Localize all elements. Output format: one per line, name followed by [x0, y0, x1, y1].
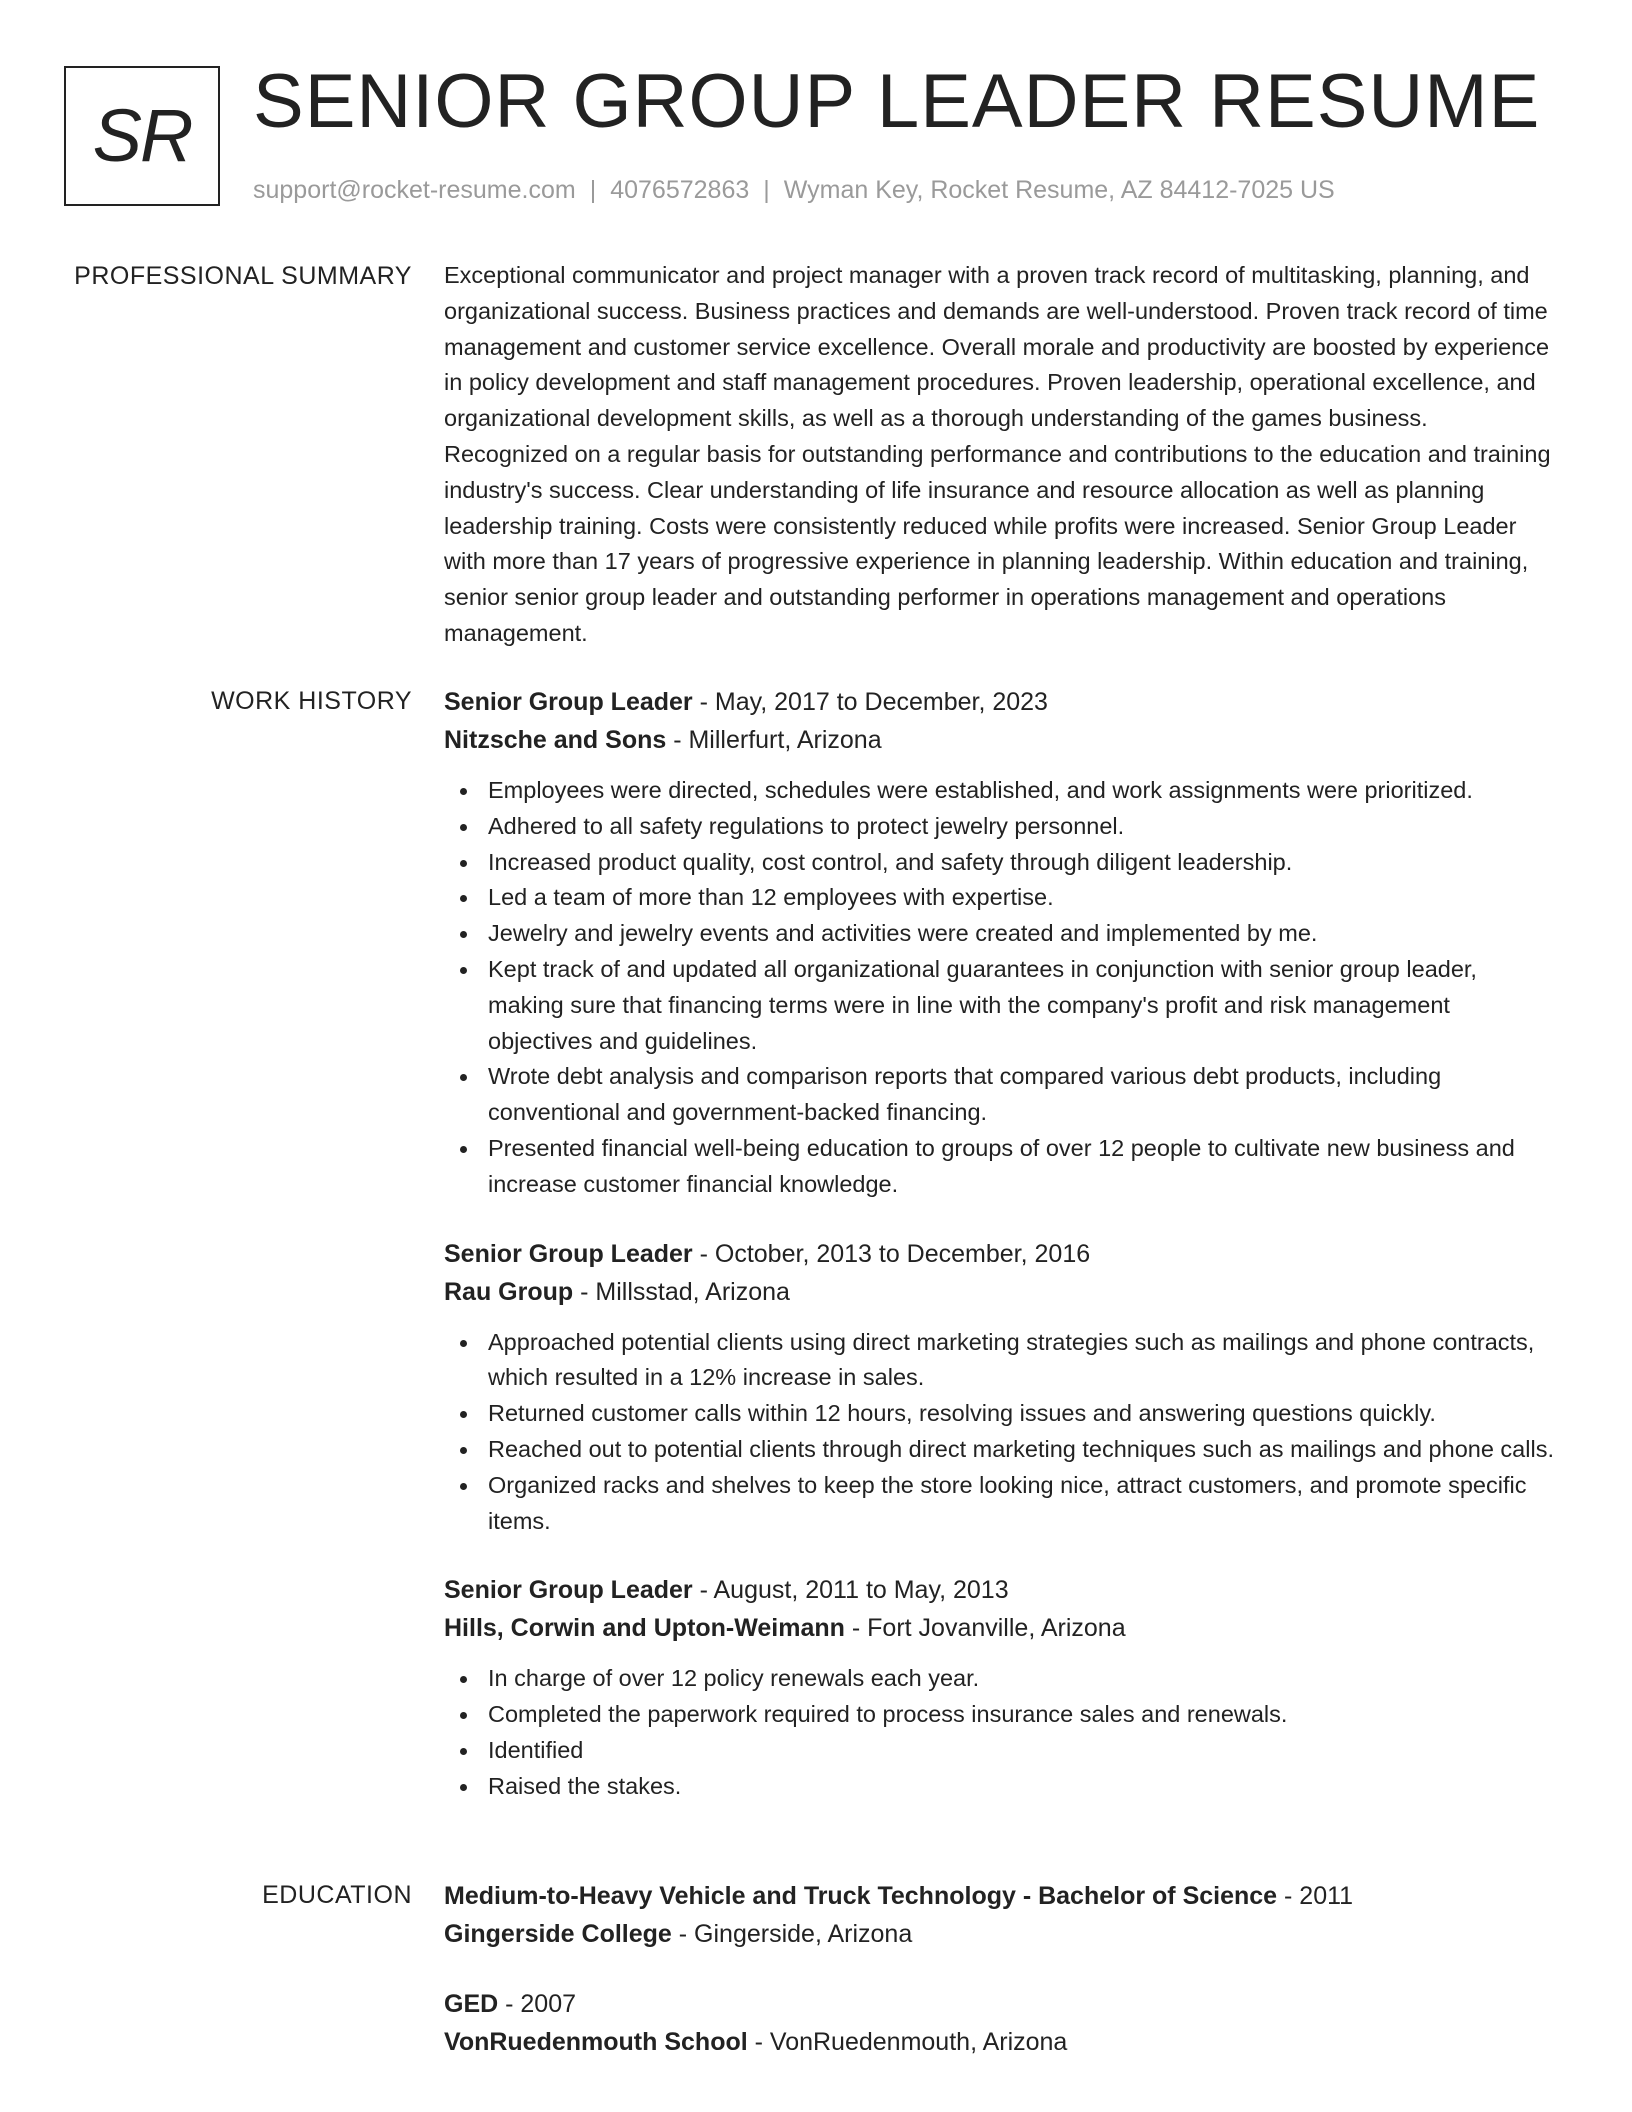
job-bullet: Wrote debt analysis and comparison reports that compared various debt products, including conventional and government-backed financing. [444, 1059, 1554, 1131]
job-dates: - August, 2011 to May, 2013 [692, 1576, 1009, 1605]
monogram-initials: SR [92, 93, 192, 177]
job-bullets [444, 773, 1554, 1203]
education-year: - 2011 [1277, 1882, 1354, 1910]
job-bullet: Employees were directed, schedules were established, and work assignments were prioritized. [444, 773, 1554, 809]
job-bullet: Jewelry and jewelry events and activities were created and implemented by me. [444, 916, 1554, 952]
section-label-education: EDUCATION [262, 1881, 412, 1909]
education-school-line [444, 2023, 1554, 2061]
job-location: - Millsstad, Arizona [573, 1277, 790, 1306]
contact-phone[interactable]: 4076572863 [610, 176, 750, 204]
job-company-line [444, 1273, 1554, 1311]
job-bullets [444, 1661, 1554, 1804]
job-company: Hills, Corwin and Upton-Weimann [444, 1614, 845, 1643]
job-bullet: Led a team of more than 12 employees with expertise. [444, 880, 1554, 916]
job-bullet: Raised the stakes. [444, 1769, 1554, 1805]
education-entry [444, 1985, 1554, 2061]
job-bullet: Adhered to all safety regulations to protect jewelry personnel. [444, 809, 1554, 845]
job-bullet: Reached out to potential clients through direct marketing techniques such as mailings and phone calls. [444, 1432, 1554, 1468]
job-title-line [444, 1235, 1554, 1273]
job-bullet: Completed the paperwork required to process insurance sales and renewals. [444, 1697, 1554, 1733]
education-entry [444, 1877, 1554, 1953]
job-bullets [444, 1325, 1554, 1540]
job-location: - Fort Jovanville, Arizona [844, 1614, 1126, 1643]
education-year: - 2007 [498, 1990, 577, 2018]
job-dates: - October, 2013 to December, 2016 [692, 1239, 1091, 1268]
job-entry [444, 683, 1554, 1203]
job-bullet: Increased product quality, cost control, and safety through diligent leadership. [444, 845, 1554, 881]
education-degree-line [444, 1877, 1554, 1915]
job-bullet: Organized racks and shelves to keep the store looking nice, attract customers, and promote specific items. [444, 1468, 1554, 1540]
job-title-line [444, 683, 1554, 721]
education-degree: Medium-to-Heavy Vehicle and Truck Technology - Bachelor of Science [444, 1882, 1278, 1910]
job-bullet: Approached potential clients using direct marketing strategies such as mailings and phone contracts, which resulted in a 12% increase in sales. [444, 1325, 1554, 1397]
job-entry [444, 1235, 1554, 1540]
job-bullet: Presented financial well-being education to groups of over 12 people to cultivate new business and increase customer financial knowledge. [444, 1131, 1554, 1203]
job-entry [444, 1571, 1554, 1804]
job-bullet: Returned customer calls within 12 hours, resolving issues and answering questions quickly. [444, 1396, 1554, 1432]
job-title: Senior Group Leader [444, 1239, 693, 1268]
job-title: Senior Group Leader [444, 1576, 693, 1605]
education-degree: GED [444, 1990, 499, 2018]
job-company: Nitzsche and Sons [444, 726, 667, 754]
contact-separator: | [763, 176, 770, 204]
job-title: Senior Group Leader [444, 688, 693, 716]
education-school: Gingerside College [444, 1920, 672, 1948]
job-company-line [444, 721, 1554, 759]
section-label-work-history: WORK HISTORY [211, 687, 412, 715]
job-bullet: Identified [444, 1733, 1554, 1769]
education-degree-line [444, 1985, 1554, 2023]
job-dates: - May, 2017 to December, 2023 [692, 688, 1048, 716]
contact-separator: | [589, 176, 597, 204]
monogram-box [64, 66, 220, 206]
job-bullet: Kept track of and updated all organizational guarantees in conjunction with senior group leader, making sure that financing terms were in line with the company's profit and risk management objectives and guidelines. [444, 952, 1554, 1059]
education-location: - VonRuedenmouth, Arizona [747, 2028, 1068, 2056]
contact-email[interactable]: support@rocket-resume.com [253, 176, 576, 204]
resume-title: SENIOR GROUP LEADER RESUME [253, 59, 1541, 144]
section-label-summary: PROFESSIONAL SUMMARY [74, 262, 412, 290]
education-location: - Gingerside, Arizona [671, 1920, 913, 1948]
contact-line [253, 174, 1335, 206]
education-school: VonRuedenmouth School [444, 2028, 748, 2056]
job-location: - Millerfurt, Arizona [666, 726, 882, 754]
job-title-line [444, 1571, 1554, 1609]
education-school-line [444, 1915, 1554, 1953]
job-company-line [444, 1609, 1554, 1647]
summary-text: Exceptional communicator and project manager with a proven track record of multitasking, planning, and organizational success. Business practices and demands are well-understood. Proven track record of time management and customer service excellence. Overall morale and productivity are boosted by experience in policy development and staff management procedures. Proven leadership, operational excellence, and organizational development skills, as well as a thorough understanding of the games business. Recognized on a regular basis for outstanding performance and contributions to the education and training industry's success. Clear understanding of life insurance and resource allocation as well as planning leadership training. Costs were consistently reduced while profits were increased. Senior Group Leader with more than 17 years of progressive experience in planning leadership. Within education and training, senior senior group leader and outstanding performer in operations management and operations management. [444, 262, 1551, 646]
job-company: Rau Group [444, 1277, 574, 1306]
job-bullet: In charge of over 12 policy renewals each year. [444, 1661, 1554, 1697]
contact-address: Wyman Key, Rocket Resume, AZ 84412-7025 US [783, 176, 1335, 204]
